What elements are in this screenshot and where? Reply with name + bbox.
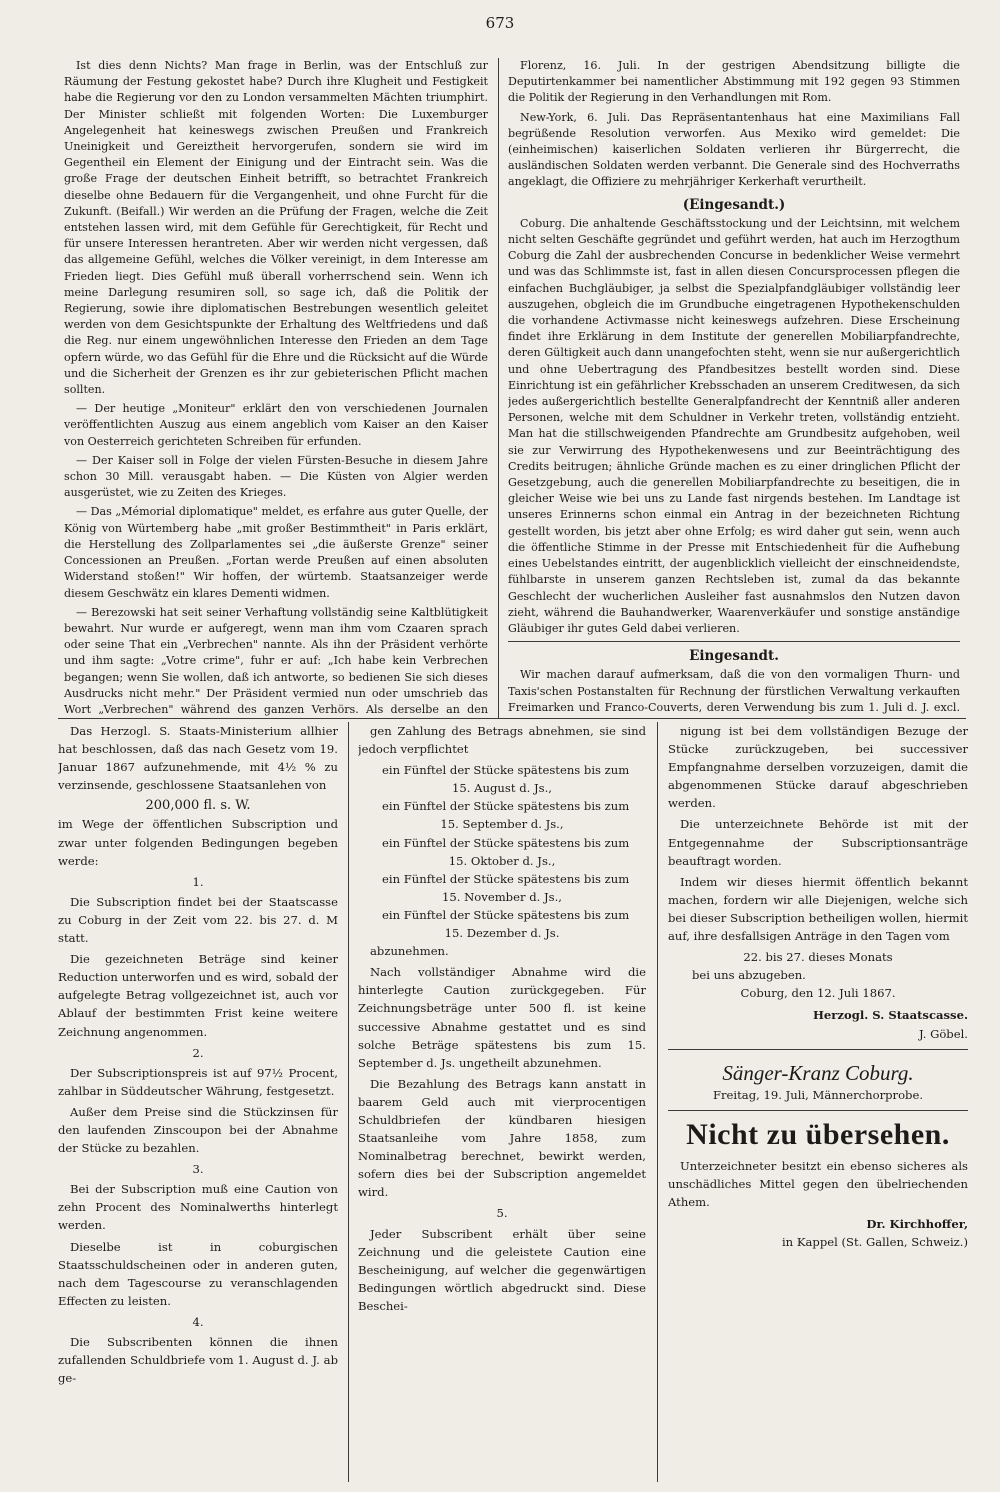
column-rule-bottom-2	[657, 722, 658, 1482]
place-date: Coburg, den 12. Juli 1867.	[740, 986, 896, 1001]
condition-text: Die Subscribenten können die ihnen zufallenden Schuldbriefe vom 1. August d. J. ab ge-	[58, 1335, 338, 1386]
condition-number: 2.	[192, 1045, 204, 1060]
subscription-line: gen Zahlung des Betrags abnehmen, sie sind jedoch verpflichtet	[358, 724, 646, 757]
divider	[508, 641, 960, 642]
subscription-paragraph: Die unterzeichnete Behörde ist mit der Entgegennahme der Subscriptionsanträge beauftragt worden.	[668, 817, 968, 868]
subscription-intro: Das Herzogl. S. Staats-Ministerium allhier hat beschlossen, daß das nach Gesetz vom 19. Januar 1867 aufzunehmende, mit 4½ % zu verzinsende, geschlossene Staatsanlehen von	[58, 724, 338, 793]
subscription-paragraph: nigung ist bei dem vollständigen Bezuge der Stücke zurückzugeben, bei successiver Empfangnahme derselben vorzuzeigen, damit die abgenommenen Stücke darauf abgeschrieben werden.	[668, 724, 968, 811]
subscription-line: Jeder Subscribent erhält über seine Zeichnung und die geleistete Caution eine Bescheinigung, auf welcher die gegenwärtigen Bedingungen wörtlich abgedruckt sind. Diese Beschei-	[358, 1226, 646, 1313]
condition-text: Außer dem Preise sind die Stückzinsen für den laufenden Zinscoupon bei der Abnahme der Stücke zu bezahlen.	[58, 1104, 338, 1156]
subscription-line: ein Fünftel der Stücke spätestens bis zum	[382, 799, 630, 814]
signer-office: Herzogl. S. Staatscasse.	[812, 1008, 968, 1023]
section-rule	[58, 718, 966, 719]
column-rule-top	[498, 58, 499, 718]
divider	[668, 1110, 968, 1111]
subscription-line: ein Fünftel der Stücke spätestens bis zum	[382, 907, 630, 922]
condition-text: Der Subscriptionspreis ist auf 97½ Procent, zahlbar in Süddeutscher Währung, festgesetzt.	[58, 1065, 338, 1098]
news-column-left	[64, 58, 488, 718]
ad-nicht-uebersehen-text: Unterzeichneter besitzt ein ebenso sicheres als unschädliches Mittel gegen den übelriechenden Athem.	[668, 1158, 968, 1209]
condition-text: Dieselbe ist in coburgischen Staatsschuldscheinen oder in anderen guten, nach dem Tagescourse zu veranschlagenden Effecten zu leisten.	[58, 1239, 338, 1308]
subscription-dates: 22. bis 27. dieses Monats	[743, 950, 893, 965]
subscription-line: ein Fünftel der Stücke spätestens bis zum	[382, 835, 630, 850]
condition-text: Die gezeichneten Beträge sind keiner Reduction unterworfen und es wird, sobald der aufgelegte Betrag vollgezeichnet ist, auch vor Ablauf der bestimmten Frist keine weitere Zeichnung angenommen.	[58, 952, 338, 1039]
condition-text: Die Subscription findet bei der Staatscasse zu Coburg in der Zeit vom 22. bis 27. d. M statt.	[58, 894, 338, 946]
condition-number: 3.	[192, 1162, 204, 1177]
news-paragraph: — Der heutige „Moniteur" erklärt den von verschiedenen Journalen veröffentlichten Auszug aus einem angeblich vom Kaiser an den Kaiser von Oesterreich gerichteten Schreiben für erfunden.	[64, 402, 488, 448]
condition-number: 1.	[192, 874, 204, 889]
eingesandt-heading-2: Eingesandt.	[689, 648, 779, 665]
subscription-line: ein Fünftel der Stücke spätestens bis zum	[382, 763, 630, 778]
news-paragraph: Ist dies denn Nichts? Man frage in Berlin, was der Entschluß zur Räumung der Festung gekostet habe? Durch ihre Klugheit und Festigkeit habe die Regierung vor den zu London versammelten Mächten triumphirt. Der Minister schließt mit folgenden Worten: Die Luxemburger Angelegenheit hat keineswegs zwischen Preußen und Frankreich Uneinigkeit und Gereiztheit hervorgerufen, sondern sie wird im Gegentheil ein Element der Einigung und der Eintracht sein. Was die große Frage der deutschen Einheit betrifft, so betrachtet Frankreich dieselbe ohne Bedauern für die Vergangenheit, und ohne Furcht für die Zukunft. (Beifall.) Wir werden an die Prüfung der Fragen, welche die Zeit entstehen lassen wird, mit dem Gefühle für Gerechtigkeit, für Recht und für unsere Interessen herantreten. Aber wir werden nicht vergessen, daß das allgemeine Gefühl, welches die Völker vereinigt, in dem Interesse am Frieden liegt. Dies Gefühl muß überall vorherrschend sein. Wenn ich meine Darlegung resumiren soll, so sage ich, daß die Politik der Regierung, sowie ihre diplomatischen Bestrebungen wesentlich geleitet werden von dem Gesichtspunkte der Erhaltung des Weltfriedens und daß die Reg. nur einem ungewöhnlichen Interesse den Frieden an dem Tage opfern würde, wo das Gefühl für die Ehre und die Rücksicht auf die Würde und die Sicherheit der Grenzen es ihr zur gebieterischen Pflicht machen sollten.	[64, 59, 488, 397]
subscription-line: 5.	[496, 1206, 508, 1221]
ad-signer: Dr. Kirchhoffer,	[866, 1216, 968, 1231]
news-column-right	[508, 58, 960, 718]
loan-amount: 200,000 fl. s. W.	[145, 798, 251, 814]
subscription-column-1	[58, 722, 338, 1482]
subscription-column-2	[358, 722, 646, 1482]
news-paragraph: New-York, 6. Juli. Das Repräsentantenhaus hat eine Maximilians Fall begrüßende Resolution verworfen. Aus Mexiko wird gemeldet: Die (einheimischen) kaiserlichen Soldaten verlieren ihr Bürgerrecht, die ausländischen Soldaten werden verbannt. Die Generale sind des Hochverraths angeklagt, die Offiziere zu mehrjähriger Kerkerhaft verurtheilt.	[508, 110, 960, 189]
condition-text: Bei der Subscription muß eine Caution von zehn Procent des Nominalwerths hinterlegt werden.	[58, 1182, 338, 1233]
news-paragraph: Florenz, 16. Juli. In der gestrigen Abendsitzung billigte die Deputirtenkammer bei namentlicher Abstimmung mit 192 gegen 93 Stimmen die Politik der Regierung in den Verhandlungen mit Rom.	[508, 59, 960, 105]
subscription-line: 15. Dezember d. Js.	[444, 926, 560, 941]
eingesandt-heading-1: (Eingesandt.)	[682, 196, 786, 213]
ad-saengerkranz-title: Sänger-Kranz Coburg.	[722, 1060, 914, 1085]
subscription-column-3	[668, 722, 968, 1482]
signer-name: J. Göbel.	[918, 1026, 968, 1041]
news-paragraph: — Das „Mémorial diplomatique" meldet, es erfahre aus guter Quelle, der König von Würtemberg habe „mit großer Bestimmtheit" in Paris erklärt, die Herstellung des Zollparlamentes sei „die äußerste Grenze" seiner Concessionen an Preußen. „Fortan werde Preußen auf einen absoluten Widerstand stoßen!" Wir hoffen, der würtemb. Staatsanzeiger werde diesem Geschwätz ein klares Dementi widmen.	[64, 505, 488, 600]
subscription-dates-2: bei uns abzugeben.	[692, 968, 806, 983]
news-paragraph: — Der Kaiser soll in Folge der vielen Fürsten-Besuche in diesem Jahre schon 30 Mill. verausgabt haben. — Die Küsten von Algier werden ausgerüstet, wie zu Zeiten des Krieges.	[64, 453, 488, 500]
subscription-paragraph: Indem wir dieses hiermit öffentlich bekannt machen, fordern wir alle Diejenigen, welche sich bei dieser Subscription betheiligen wollen, hiermit auf, ihre desfallsigen Anträge in den Tagen vom	[668, 874, 968, 944]
divider	[668, 1049, 968, 1050]
news-paragraph: — Berezowski hat seit seiner Verhaftung vollständig seine Kaltblütigkeit bewahrt. Nur wurde er aufgeregt, wenn man ihm vom Czaaren sprach oder seine That ein „Verbrechen" nannte. Als ihn der Präsident verhörte und ihm sagte: „Votre crime", fuhr er auf: „Ich habe kein Verbrechen begangen; wenn Sie wollen, daß ich antworte, so bedienen Sie sich dieses Ausdrucks nicht mehr." Der Präsident vermied nun oder umschrieb das Wort „Verbrechen" während des ganzen Verhörs. Als derselbe an den	[64, 605, 488, 716]
subscription-line: ein Fünftel der Stücke spätestens bis zum	[382, 871, 630, 886]
subscription-line: abzunehmen.	[370, 944, 449, 959]
subscription-line: 15. Oktober d. Js.,	[448, 853, 556, 868]
subscription-intro-2: im Wege der öffentlichen Subscription und zwar unter folgenden Bedingungen begeben werde:	[58, 817, 338, 868]
subscription-line: 15. November d. Js.,	[442, 889, 562, 904]
eingesandt-paragraph: Coburg. Die anhaltende Geschäftsstockung und der Leichtsinn, mit welchem nicht selten Geschäfte gegründet und geführt werden, hat auch im Herzogthum Coburg die Zahl der ausbrechenden Concurse in bedenklicher Weise vermehrt und was das Schlimmste ist, fast in allen diesen Concursprocessen pflegen die einfachen Buchgläubiger, ja selbst die Spezialpfandgläubiger vollständig leer auszugehen, obgleich die im Grundbuche eingetragenen Hypothekenschulden die vorhandene Activmasse nicht keineswegs aufzehren. Diese Erscheinung findet ihre Erklärung in dem Institute der generellen Mobiliarpfandrechte, deren Gültigkeit auch dann unangefochten steht, wenn sie nur außergerichtlich und ohne Uebertragung des Pfandbesitzes bestellt worden sind. Diese Einrichtung ist ein gefährlicher Krebsschaden an unserem Creditwesen, da sich jedes außergerichtlich bestellte Generalpfandrecht der Kenntniß aller anderen Personen, welche mit dem Schuldner in Verkehr treten, vollständig entzieht. Man hat die stillschweigenden Pfandrechte am Grundbesitz aufgehoben, weil sie zur Verwirrung des Hypothekenwesens und zur Beeinträchtigung des Credits beitrugen; ähnliche Gründe machen es zu einer dringlichen Pflicht der Gesetzgebung, auch die generellen Mobiliarpfandrechte zu beseitigen, die in gleicher Weise wie bei uns zu Lande fast nirgends bestehen. Im Landtage ist unseres Erinnerns schon einmal ein Antrag in der bezeichneten Richtung gestellt worden, bis jetzt aber ohne Erfolg; es wird daher gut sein, wenn auch die öffentliche Stimme in der Presse mit Entschiedenheit für die Aufhebung eines Uebelstandes eintritt, der augenblicklich vielleicht der einschneidendste, fühlbarste in unserem ganzen Rechtsleben ist, zumal da das bekannte Geschlecht der wucherlichen Ausleiher fast ausnahmslos den Nutzen davon zieht, während die Bauhandwerker, Waarenverkäufer und sonstige anständige Gläubiger ihr gutes Geld dabei verlieren.	[508, 216, 960, 635]
condition-number: 4.	[192, 1314, 204, 1329]
eingesandt-paragraph: Wir machen darauf aufmerksam, daß die von den vormaligen Thurn- und Taxis'schen Postanstalten für Rechnung der fürstlichen Verwaltung verkauften Freimarken und Franco-Couverts, deren Verwendung bis zum 1. Juli d. J. excl.	[508, 668, 960, 714]
subscription-line: 15. September d. Js.,	[440, 817, 564, 832]
column-rule-bottom-1	[348, 722, 349, 1482]
ad-nicht-uebersehen-title: Nicht zu übersehen.	[686, 1117, 950, 1151]
subscription-line: Nach vollständiger Abnahme wird die hinterlegte Caution zurückgegeben. Für Zeichnungsbeträge unter 500 fl. ist keine successive Abnahme gestattet und es sind solche Beträge spätestens bis zum 15. September d. Js. ungetheilt abzunehmen.	[358, 965, 646, 1070]
subscription-line: Die Bezahlung des Betrags kann anstatt in baarem Geld auch mit vierprocentigen Schuldbriefen der kündbaren hiesigen Staatsanleihe vom Jahre 1858, zum Nominalbetrag berechnet, bewirkt werden, sofern dies bei der Subscription angemeldet wird.	[358, 1076, 646, 1200]
page-number: 673	[485, 14, 515, 32]
ad-signer-place: in Kappel (St. Gallen, Schweiz.)	[781, 1235, 968, 1250]
subscription-line: 15. August d. Js.,	[452, 781, 552, 796]
ad-saengerkranz-sub: Freitag, 19. Juli, Männerchorprobe.	[712, 1087, 924, 1102]
